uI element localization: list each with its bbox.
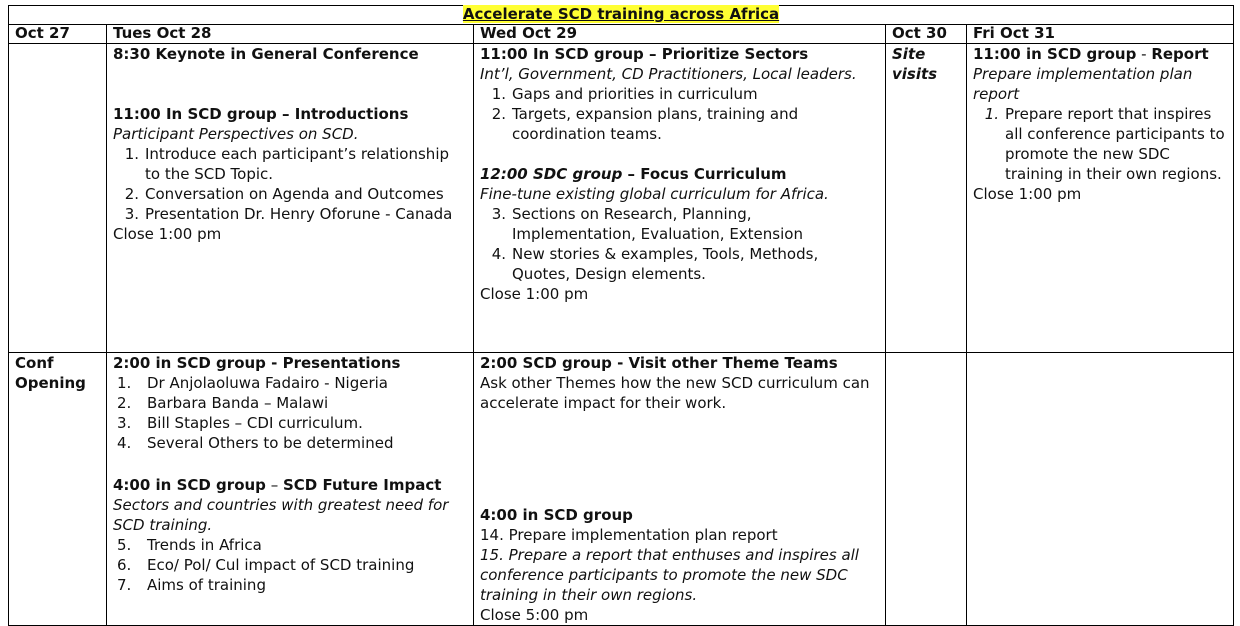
- schedule-title: Accelerate SCD training across Africa: [462, 5, 780, 23]
- header-row: [9, 25, 1234, 44]
- keynote-title: 8:30 Keynote in General Conference: [113, 45, 419, 63]
- future-impact-subtitle: Sectors and countries with greatest need for SCD training.: [113, 496, 449, 534]
- introductions-title: 11:00 In SCD group – Introductions: [113, 105, 409, 123]
- future-impact-title: 4:00 in SCD group – SCD Future Impact: [113, 476, 442, 494]
- theme-teams-body: Ask other Themes how the new SCD curriculum can accelerate impact for their work.: [480, 374, 870, 412]
- item-14: 14. Prepare implementation plan report: [480, 526, 778, 544]
- list-item: 3. Bill Staples – CDI curriculum.: [117, 414, 363, 432]
- list-item: 1. Gaps and priorities in curriculum: [491, 85, 758, 103]
- list-item: 4. New stories & examples, Tools, Methods, Quotes, Design elements.: [491, 245, 819, 283]
- header-oct27: Oct 27: [9, 25, 107, 44]
- site-visits: Site visits: [892, 45, 938, 83]
- list-item: 1. Introduce each participant’s relationship to the SCD Topic.: [124, 145, 450, 183]
- list-item: 6. Eco/ Pol/ Cul impact of SCD training: [117, 556, 415, 574]
- list-item: 3. Presentation Dr. Henry Oforune - Canada: [124, 205, 453, 223]
- header-oct31: Fri Oct 31: [967, 25, 1234, 44]
- list-item: 1. Dr Anjolaoluwa Fadairo - Nigeria: [117, 374, 388, 392]
- conf-opening: Conf Opening: [15, 354, 86, 392]
- close-time: Close 1:00 pm: [113, 225, 222, 243]
- list-item: 2. Barbara Banda – Malawi: [117, 394, 329, 412]
- theme-teams-title: 2:00 SCD group - Visit other Theme Teams: [480, 354, 838, 372]
- list-item: 2. Targets, expansion plans, training and coordination teams.: [491, 105, 799, 143]
- report-title: 11:00 in SCD group - Report: [973, 45, 1209, 63]
- list-item: 4. Several Others to be determined: [117, 434, 394, 452]
- presentations-title: 2:00 in SCD group - Presentations: [113, 354, 401, 372]
- afternoon-oct30-cell: [886, 353, 967, 626]
- afternoon-row: [9, 353, 1234, 626]
- focus-curriculum-title: 12:00 SDC group – Focus Curriculum: [480, 165, 787, 183]
- morning-oct29-cell: [474, 44, 886, 353]
- list-item: 5. Trends in Africa: [117, 536, 262, 554]
- morning-row: [9, 44, 1234, 353]
- schedule-table: [8, 5, 1234, 626]
- prioritize-title: 11:00 In SCD group – Prioritize Sectors: [480, 45, 809, 63]
- list-item: 3. Sections on Research, Planning, Implementation, Evaluation, Extension: [491, 205, 803, 243]
- title-cell: [9, 6, 1234, 25]
- header-oct29: Wed Oct 29: [474, 25, 886, 44]
- close-time: Close 1:00 pm: [480, 285, 589, 303]
- title-row: [9, 6, 1234, 25]
- morning-oct31-cell: [967, 44, 1234, 353]
- afternoon-oct27-cell: [9, 353, 107, 626]
- header-oct28: Tues Oct 28: [107, 25, 474, 44]
- morning-oct27-cell: [9, 44, 107, 353]
- item-15: 15. Prepare a report that enthuses and inspires all conference participants to promote the new SDC training in their own regions.: [480, 546, 859, 604]
- report-subtitle: Prepare implementation plan report: [973, 65, 1193, 103]
- header-oct30: Oct 30: [886, 25, 967, 44]
- list-item: 1. Prepare report that inspires all conference participants to promote the new SDC training in their own regions.: [984, 105, 1225, 183]
- afternoon-oct28-cell: [107, 353, 474, 626]
- afternoon-oct29-cell: [474, 353, 886, 626]
- focus-curriculum-subtitle: Fine-tune existing global curriculum for Africa.: [480, 185, 829, 203]
- close-time: Close 1:00 pm: [973, 185, 1082, 203]
- close-time: Close 5:00 pm: [480, 606, 589, 624]
- report-session-title: 4:00 in SCD group: [480, 506, 633, 524]
- morning-oct28-cell: [107, 44, 474, 353]
- prioritize-subtitle: Int’l, Government, CD Practitioners, Local leaders.: [480, 65, 857, 83]
- list-item: 7. Aims of training: [117, 576, 266, 594]
- list-item: 2. Conversation on Agenda and Outcomes: [124, 185, 444, 203]
- morning-oct30-cell: [886, 44, 967, 353]
- introductions-subtitle: Participant Perspectives on SCD.: [113, 125, 359, 143]
- afternoon-oct31-cell: [967, 353, 1234, 626]
